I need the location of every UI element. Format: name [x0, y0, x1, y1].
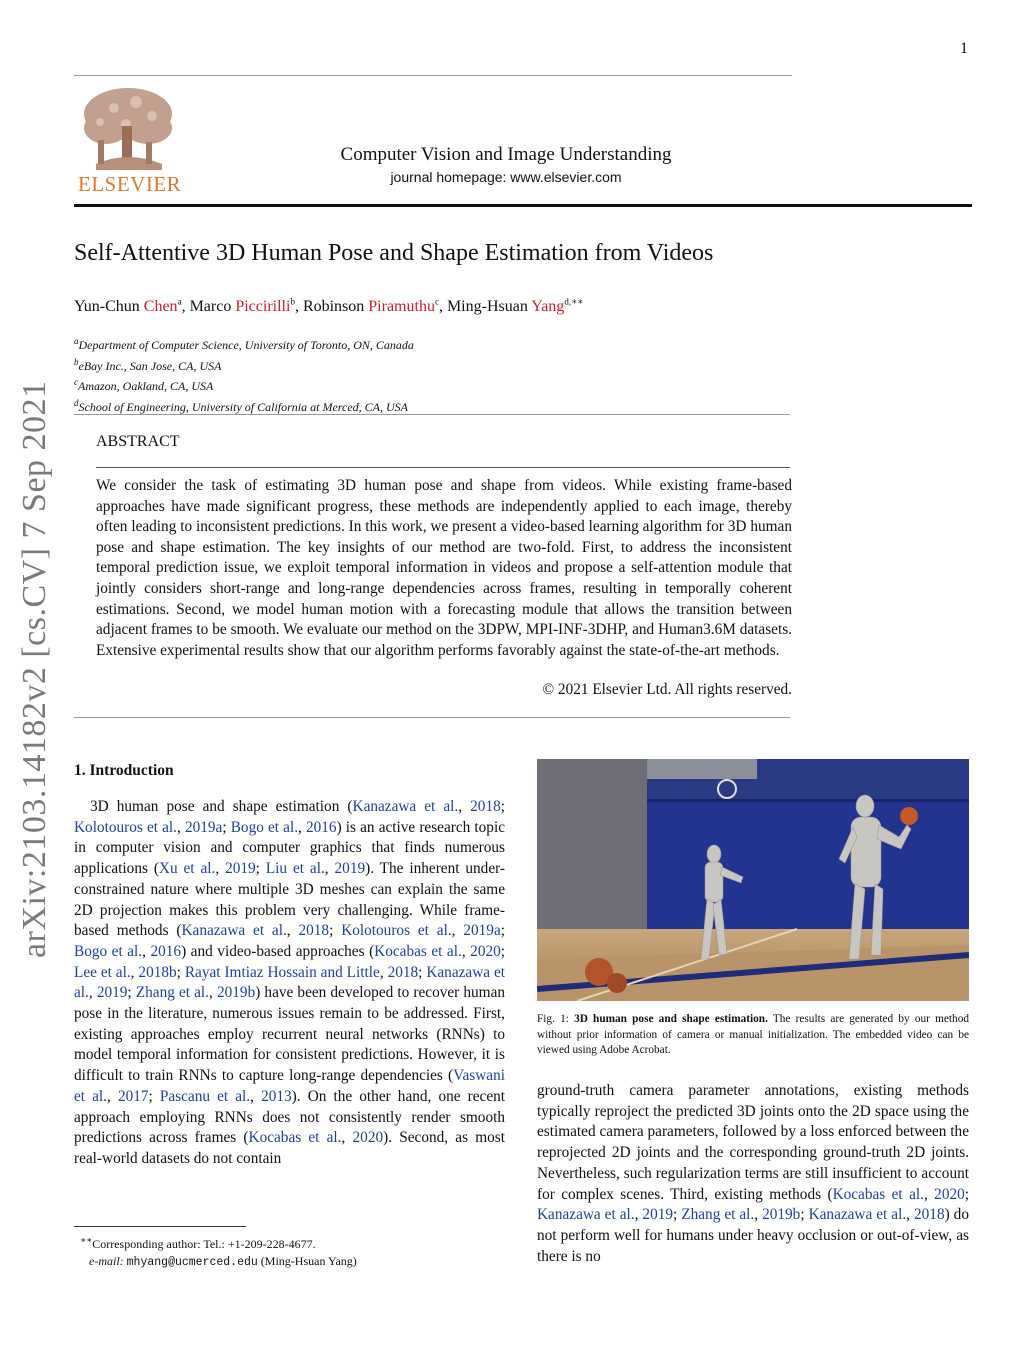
citation-link[interactable]: Kolotouros et al.	[341, 922, 452, 940]
author: Marco Piccirilli$^b$,	[189, 297, 303, 316]
citation-link[interactable]: Kocabas et al.	[374, 942, 462, 960]
text-run: ,	[177, 818, 185, 836]
text-run: ;	[222, 818, 231, 836]
citation-link[interactable]: 2018	[298, 922, 330, 940]
abstract-inner-rule	[96, 467, 790, 468]
text-run: ;	[964, 1185, 970, 1203]
abstract-heading: ABSTRACT	[96, 433, 180, 450]
text-run: ;	[329, 922, 342, 940]
text-run: ). The inherent under-constrained nature where multiple 3D meshes can explain the same 2D projection makes this problem very challenging. While frame-based methods (	[74, 860, 505, 940]
citation-link[interactable]: 2016	[305, 818, 337, 836]
text-run: ,	[286, 922, 299, 940]
copyright-notice: © 2021 Elsevier Ltd. All rights reserved.	[542, 681, 792, 698]
text-run: ;	[418, 963, 427, 981]
text-run: ;	[500, 942, 506, 960]
citation-link[interactable]: 2013	[261, 1087, 292, 1105]
author: Robinson Piramuthu$^c$,	[302, 297, 447, 316]
footnote	[74, 1232, 357, 1271]
text-run: 3D human pose and shape estimation (	[90, 798, 353, 815]
citation-link[interactable]: 2020	[934, 1185, 965, 1203]
section-heading: 1. Introduction	[74, 762, 174, 779]
text-run: ,	[379, 963, 388, 981]
text-run: ) have been developed to recover human pose in the literature, numerous issues remain to be addressed. First, existing approaches employ recurrent neural networks (RNNs) to model temporal information for consistent predictions. However, it is difficult to train RNNs to capture long-range dependencies (	[74, 984, 506, 1085]
footnote-line: ∗∗Corresponding author: Tel.: +1-209-228-4677.	[80, 1235, 316, 1251]
citation-link[interactable]: 2018	[470, 798, 501, 815]
citation-link[interactable]: 2019a	[463, 922, 501, 940]
text-run: ,	[130, 963, 139, 981]
citation-link[interactable]: Xu et al.	[158, 860, 216, 878]
email-address: mhyang@ucmerced.edu	[126, 1256, 258, 1269]
citation-link[interactable]: Kanazawa et al.	[352, 798, 459, 815]
text-run: ;	[148, 1087, 160, 1105]
text-run: ground-truth camera parameter annotations, existing methods typically reproject the predicted 3D joints onto the 2D space using the estimated camera parameters, followed by a loss enforced between the reprojected 2D joints and the corresponding ground-truth 2D joints. Nevertheless, such regularization terms are still insufficient to account for complex scenes. Third, existing methods (	[537, 1082, 969, 1203]
citation-link[interactable]: 2017	[117, 1087, 149, 1105]
text-run: ,	[209, 984, 217, 1002]
text-run: ,	[250, 1087, 262, 1105]
citation-link[interactable]: Lee et al.	[74, 963, 131, 981]
citation-link[interactable]: 2019	[334, 860, 366, 878]
author-link[interactable]: Yang	[531, 298, 565, 316]
citation-link[interactable]: Zhang et al.	[681, 1206, 755, 1224]
text-run: ,	[88, 984, 97, 1002]
text-run: ,	[906, 1206, 914, 1224]
text-run: ,	[324, 860, 335, 878]
author-link[interactable]: Piccirilli	[235, 298, 291, 316]
journal-homepage: journal homepage: www.elsevier.com	[390, 169, 622, 185]
text-run: ) do not perform well for humans under heavy occlusion or out-of-view, as there is no	[537, 1206, 969, 1265]
elsevier-logo	[76, 84, 180, 194]
elsevier-wordmark: ELSEVIER	[78, 172, 182, 196]
citation-link[interactable]: 2020	[470, 942, 501, 960]
text-run: ;	[500, 922, 505, 940]
citation-link[interactable]: 2018	[914, 1206, 945, 1224]
text-run: ,	[634, 1206, 643, 1224]
text-run: ,	[451, 922, 464, 940]
paper-title: Self-Attentive 3D Human Pose and Shape Estimation from Videos	[74, 240, 714, 266]
text-run: ) and video-based approaches (	[181, 942, 375, 960]
citation-link[interactable]: Kanazawa et al.	[808, 1206, 907, 1224]
affiliation: $^c$Amazon, Oakland, CA, USA	[74, 377, 214, 393]
citation-link[interactable]: 2016	[150, 942, 182, 960]
text-run: ,	[298, 818, 306, 836]
text-run: ,	[341, 1129, 353, 1147]
text-run: ;	[500, 798, 505, 815]
text-run: ,	[458, 798, 471, 815]
citation-link[interactable]: Kocabas et al.	[832, 1185, 924, 1203]
citation-link[interactable]: Kanazawa et al.	[537, 1206, 635, 1224]
abstract-top-rule	[74, 414, 790, 415]
figure-video[interactable]	[537, 759, 969, 1001]
citation-link[interactable]: Kolotouros et al.	[74, 818, 177, 836]
abstract-bottom-rule	[74, 717, 790, 718]
text-run: ;	[673, 1206, 682, 1224]
citation-link[interactable]: 2020	[352, 1129, 384, 1147]
text-run: ;	[176, 963, 185, 981]
citation-link[interactable]: 2019a	[184, 818, 223, 836]
header-top-rule	[74, 75, 792, 76]
header-thick-rule	[74, 204, 972, 207]
citation-link[interactable]: 2019b	[762, 1206, 801, 1224]
citation-link[interactable]: Zhang et al.	[135, 984, 210, 1002]
author: Yun-Chun Chen$^a$,	[74, 297, 190, 316]
affiliation: $^d$School of Engineering, University of California at Merced, CA, USA	[74, 397, 409, 414]
footnote-email-line: e-mail: mhyang@ucmerced.edu (Ming-Hsuan Yang)	[89, 1254, 357, 1269]
citation-link[interactable]: Liu et al.	[265, 860, 325, 878]
text-run: ). Second, as most real-world datasets do not contain	[74, 1129, 505, 1167]
affiliations	[74, 333, 414, 415]
author-list	[74, 297, 583, 316]
citation-link[interactable]: Kanazawa et al.	[74, 963, 505, 1002]
citation-link[interactable]: 2019	[96, 984, 128, 1002]
intro-paragraph	[74, 797, 505, 1170]
citation-link[interactable]: Bogo et al.	[230, 818, 299, 836]
arxiv-stamp: arXiv:2103.14182v2 [cs.CV] 7 Sep 2021	[16, 380, 53, 958]
citation-link[interactable]: Kocabas et al.	[248, 1129, 342, 1147]
affiliation: $^a$Department of Computer Science, University of Toronto, ON, Canada	[74, 336, 414, 352]
text-run: ,	[142, 942, 151, 960]
text-run: ). On the other hand, one recent approach employing RNNs does not consistently render smooth predictions across frames (	[74, 1087, 506, 1147]
affiliation: $^b$eBay Inc., San Jose, CA, USA	[74, 356, 222, 373]
page-number: 1	[960, 40, 968, 57]
citation-link[interactable]: 2018b	[138, 963, 177, 981]
text-run: ) is an active research topic in computer vision and computer graphics that finds numerous applications (	[74, 818, 505, 878]
citation-link[interactable]: Bogo et al.	[74, 942, 143, 960]
footnote-rule	[74, 1226, 246, 1227]
citation-link[interactable]: 2018	[387, 963, 419, 981]
author-link[interactable]: Chen	[143, 298, 178, 316]
citation-link[interactable]: 2019	[642, 1206, 674, 1224]
author-link[interactable]: Piramuthu	[368, 298, 435, 316]
citation-link[interactable]: Rayat Imtiaz Hossain and Little	[184, 963, 380, 981]
citation-link[interactable]: Kanazawa et al.	[181, 922, 287, 940]
basketball-court-figure	[537, 759, 969, 1001]
text-run: ,	[215, 860, 226, 878]
figure-caption: Fig. 1: 3D human pose and shape estimation. The results are generated by our method without prior information of camera or manual initialization. The embedded video can be viewed using Adobe Acrobat.	[537, 1013, 969, 1056]
citation-link[interactable]: 2019b	[216, 984, 256, 1002]
text-run: ;	[255, 860, 266, 878]
intro-continuation	[537, 1081, 969, 1267]
abstract-text: We consider the task of estimating 3D human pose and shape from videos. While existing frame-based approaches have made significant progress, these methods are independently applied to each image, thereby often leading to inconsistent predictions. In this work, we present a video-based learning algorithm for 3D human pose and shape estimation. The key insights of our method are two-fold. First, to address the inconsistent temporal prediction issue, we exploit temporal information in videos and propose a self-attention module that jointly considers short-range and long-range dependencies across frames, resulting in temporally coherent estimations. Second, we model human motion with a forecasting module that allows the transition between adjacent frames to be smooth. We evaluate our method on the 3DPW, MPI-INF-3DHP, and Human3.6M datasets. Extensive experimental results show that our algorithm performs favorably against the state-of-the-art methods.	[96, 477, 792, 659]
text-run: ,	[461, 942, 471, 960]
journal-name: Computer Vision and Image Understanding	[340, 144, 672, 165]
citation-link[interactable]: Pascanu et al.	[159, 1087, 251, 1105]
citation-link[interactable]: 2019	[225, 860, 256, 878]
text-run: ,	[923, 1185, 935, 1203]
text-run: ,	[754, 1206, 763, 1224]
citation-link[interactable]: Vaswani et al.	[74, 1067, 505, 1105]
text-run: ,	[107, 1087, 118, 1105]
text-run: ;	[127, 984, 136, 1002]
text-run: ;	[800, 1206, 809, 1224]
author: Ming-Hsuan Yang$^{d,∗∗}$	[446, 297, 584, 316]
